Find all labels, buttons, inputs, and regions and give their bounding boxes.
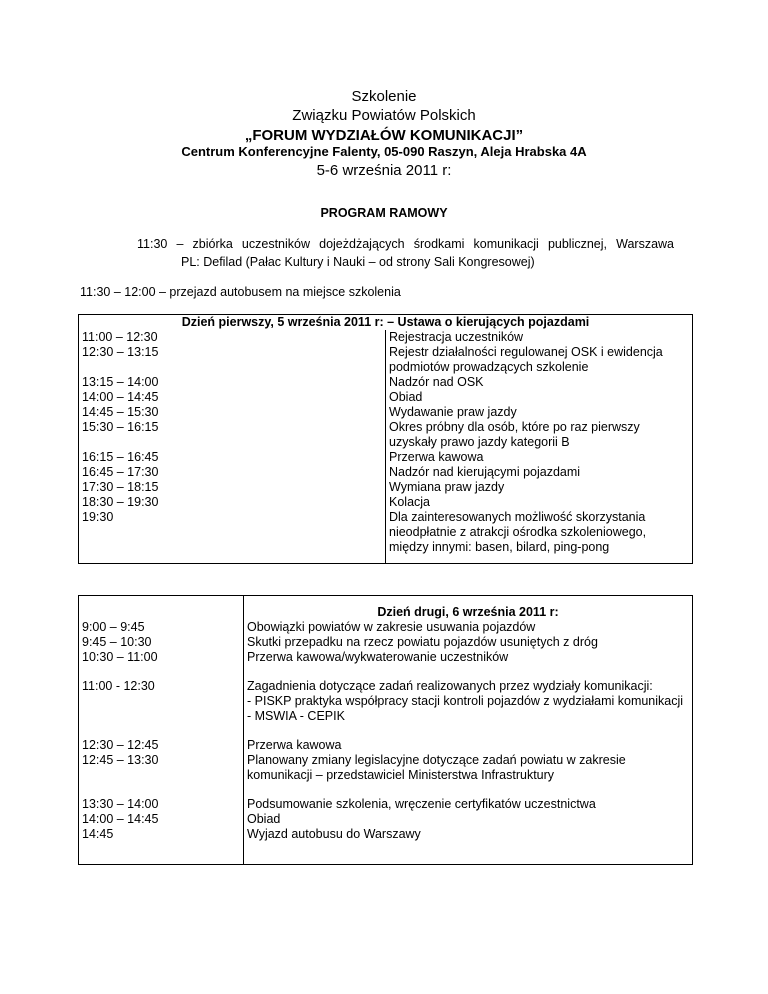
day2-end-cell	[244, 842, 693, 865]
day2-row	[79, 753, 693, 783]
day2-time: 14:45	[79, 827, 244, 842]
day2-row	[79, 650, 693, 665]
day2-activity: Wyjazd autobusu do Warszawy	[247, 827, 421, 841]
day1-activity: Okres próbny dla osób, które po raz pierwszy uzyskały prawo jazdy kategorii B	[389, 420, 640, 449]
day1-row	[79, 330, 693, 345]
day1-time: 14:00 – 14:45	[79, 390, 386, 405]
day1-activity: Dla zainteresowanych możliwość skorzystania nieodpłatnie z atrakcji ośrodka szkoleniowego, między innymi: basen, bilard, ping-pong	[389, 510, 647, 554]
day2-time: 12:30 – 12:45	[79, 738, 244, 753]
day1-end-cell	[79, 555, 386, 564]
day2-row	[79, 620, 693, 635]
day1-activity: Kolacja	[389, 495, 430, 509]
pickup-info	[137, 235, 674, 271]
day1-row	[79, 465, 693, 480]
day2-gap-cell	[244, 665, 693, 679]
day2-gap	[79, 724, 693, 738]
day2-end-cell	[79, 842, 244, 865]
day2-activity: Przerwa kawowa/wykwaterowanie uczestników	[247, 650, 509, 664]
day2-time: 9:00 – 9:45	[79, 620, 244, 635]
day2-row	[79, 738, 693, 753]
day1-row	[79, 405, 693, 420]
day1-time: 16:45 – 17:30	[79, 465, 386, 480]
program-heading: PROGRAM RAMOWY	[320, 206, 448, 220]
day2-time: 9:45 – 10:30	[79, 635, 244, 650]
day1-time: 12:30 – 13:15	[79, 345, 386, 375]
day2-time: 11:00 - 12:30	[79, 679, 244, 724]
day2-time: 12:45 – 13:30	[79, 753, 244, 783]
day1-row	[79, 450, 693, 465]
day1-activity: Obiad	[389, 390, 423, 404]
day1-end-cell	[386, 555, 693, 564]
day1-activity: Wydawanie praw jazdy	[389, 405, 517, 419]
day2-time: 13:30 – 14:00	[79, 797, 244, 812]
day2-row	[79, 635, 693, 650]
day1-end-row	[79, 555, 693, 564]
day2-title: Dzień drugi, 6 września 2011 r:	[377, 605, 559, 619]
day1-activity: Rejestracja uczestników	[389, 330, 524, 344]
day1-row	[79, 510, 693, 555]
day2-schedule-table	[78, 595, 693, 865]
day2-title-spacer	[79, 596, 244, 621]
day2-row	[79, 797, 693, 812]
day2-activity: Podsumowanie szkolenia, wręczenie certyfikatów uczestnictwa	[247, 797, 596, 811]
day1-time: 16:15 – 16:45	[79, 450, 386, 465]
day2-gap	[79, 783, 693, 797]
day1-row	[79, 480, 693, 495]
doc-dates: 5-6 września 2011 r:	[316, 162, 452, 179]
doc-title-forum: „FORUM WYDZIAŁÓW KOMUNIKACJI”	[244, 127, 524, 144]
doc-title-line1: Szkolenie	[351, 88, 417, 105]
day1-time: 19:30	[79, 510, 386, 555]
day2-end-row	[79, 842, 693, 865]
day2-gap-cell	[79, 783, 244, 797]
day1-activity: Nadzór nad kierującymi pojazdami	[389, 465, 581, 479]
day1-time: 15:30 – 16:15	[79, 420, 386, 450]
day1-activity: Przerwa kawowa	[389, 450, 484, 464]
day1-row	[79, 390, 693, 405]
day2-activity: Obiad	[247, 812, 281, 826]
day1-row	[79, 345, 693, 375]
pickup-line1: 11:30 – zbiórka uczestników dojeżdżających środkami komunikacji publicznej, Warszawa	[137, 237, 674, 251]
day1-time: 13:15 – 14:00	[79, 375, 386, 390]
day2-activity: Planowany zmiany legislacyjne dotyczące zadań powiatu w zakresie komunikacji – przedstawiciel Ministerstwa Infrastruktury	[247, 753, 626, 782]
day1-activity: Rejestr działalności regulowanej OSK i ewidencja podmiotów prowadzących szkolenie	[389, 345, 663, 374]
day2-row	[79, 812, 693, 827]
day1-row	[79, 375, 693, 390]
day1-row	[79, 495, 693, 510]
doc-title-line2: Związku Powiatów Polskich	[292, 107, 476, 124]
pickup-line2: PL: Defilad (Pałac Kultury i Nauki – od strony Sali Kongresowej)	[181, 255, 535, 269]
day1-activity: Nadzór nad OSK	[389, 375, 484, 389]
day2-row	[79, 679, 693, 724]
day2-gap-cell	[244, 783, 693, 797]
day1-time: 14:45 – 15:30	[79, 405, 386, 420]
day2-activity: Skutki przepadku na rzecz powiatu pojazdów usuniętych z dróg	[247, 635, 598, 649]
day2-activity: Obowiązki powiatów w zakresie usuwania pojazdów	[247, 620, 536, 634]
transfer-info: 11:30 – 12:00 – przejazd autobusem na miejsce szkolenia	[80, 285, 401, 299]
day1-title: Dzień pierwszy, 5 września 2011 r: – Ustawa o kierujących pojazdami	[181, 315, 590, 329]
day1-time: 18:30 – 19:30	[79, 495, 386, 510]
day1-row	[79, 420, 693, 450]
day2-gap-cell	[79, 665, 244, 679]
day2-title-row	[79, 596, 693, 621]
day2-time: 14:00 – 14:45	[79, 812, 244, 827]
day2-gap	[79, 665, 693, 679]
day2-row	[79, 827, 693, 842]
day1-activity: Wymiana praw jazdy	[389, 480, 505, 494]
day2-activity: Zagadnienia dotyczące zadań realizowanych przez wydziały komunikacji: - PISKP praktyka współpracy stacji kontroli pojazdów z wydziałami komunikacji - MSWIA - CEPIK	[247, 679, 684, 723]
doc-venue: Centrum Konferencyjne Falenty, 05-090 Raszyn, Aleja Hrabska 4A	[181, 144, 587, 159]
day1-time: 11:00 – 12:30	[79, 330, 386, 345]
day1-time: 17:30 – 18:15	[79, 480, 386, 495]
day1-schedule-table	[78, 314, 693, 564]
day2-gap-cell	[79, 724, 244, 738]
day2-time: 10:30 – 11:00	[79, 650, 244, 665]
day2-gap-cell	[244, 724, 693, 738]
day2-activity: Przerwa kawowa	[247, 738, 342, 752]
